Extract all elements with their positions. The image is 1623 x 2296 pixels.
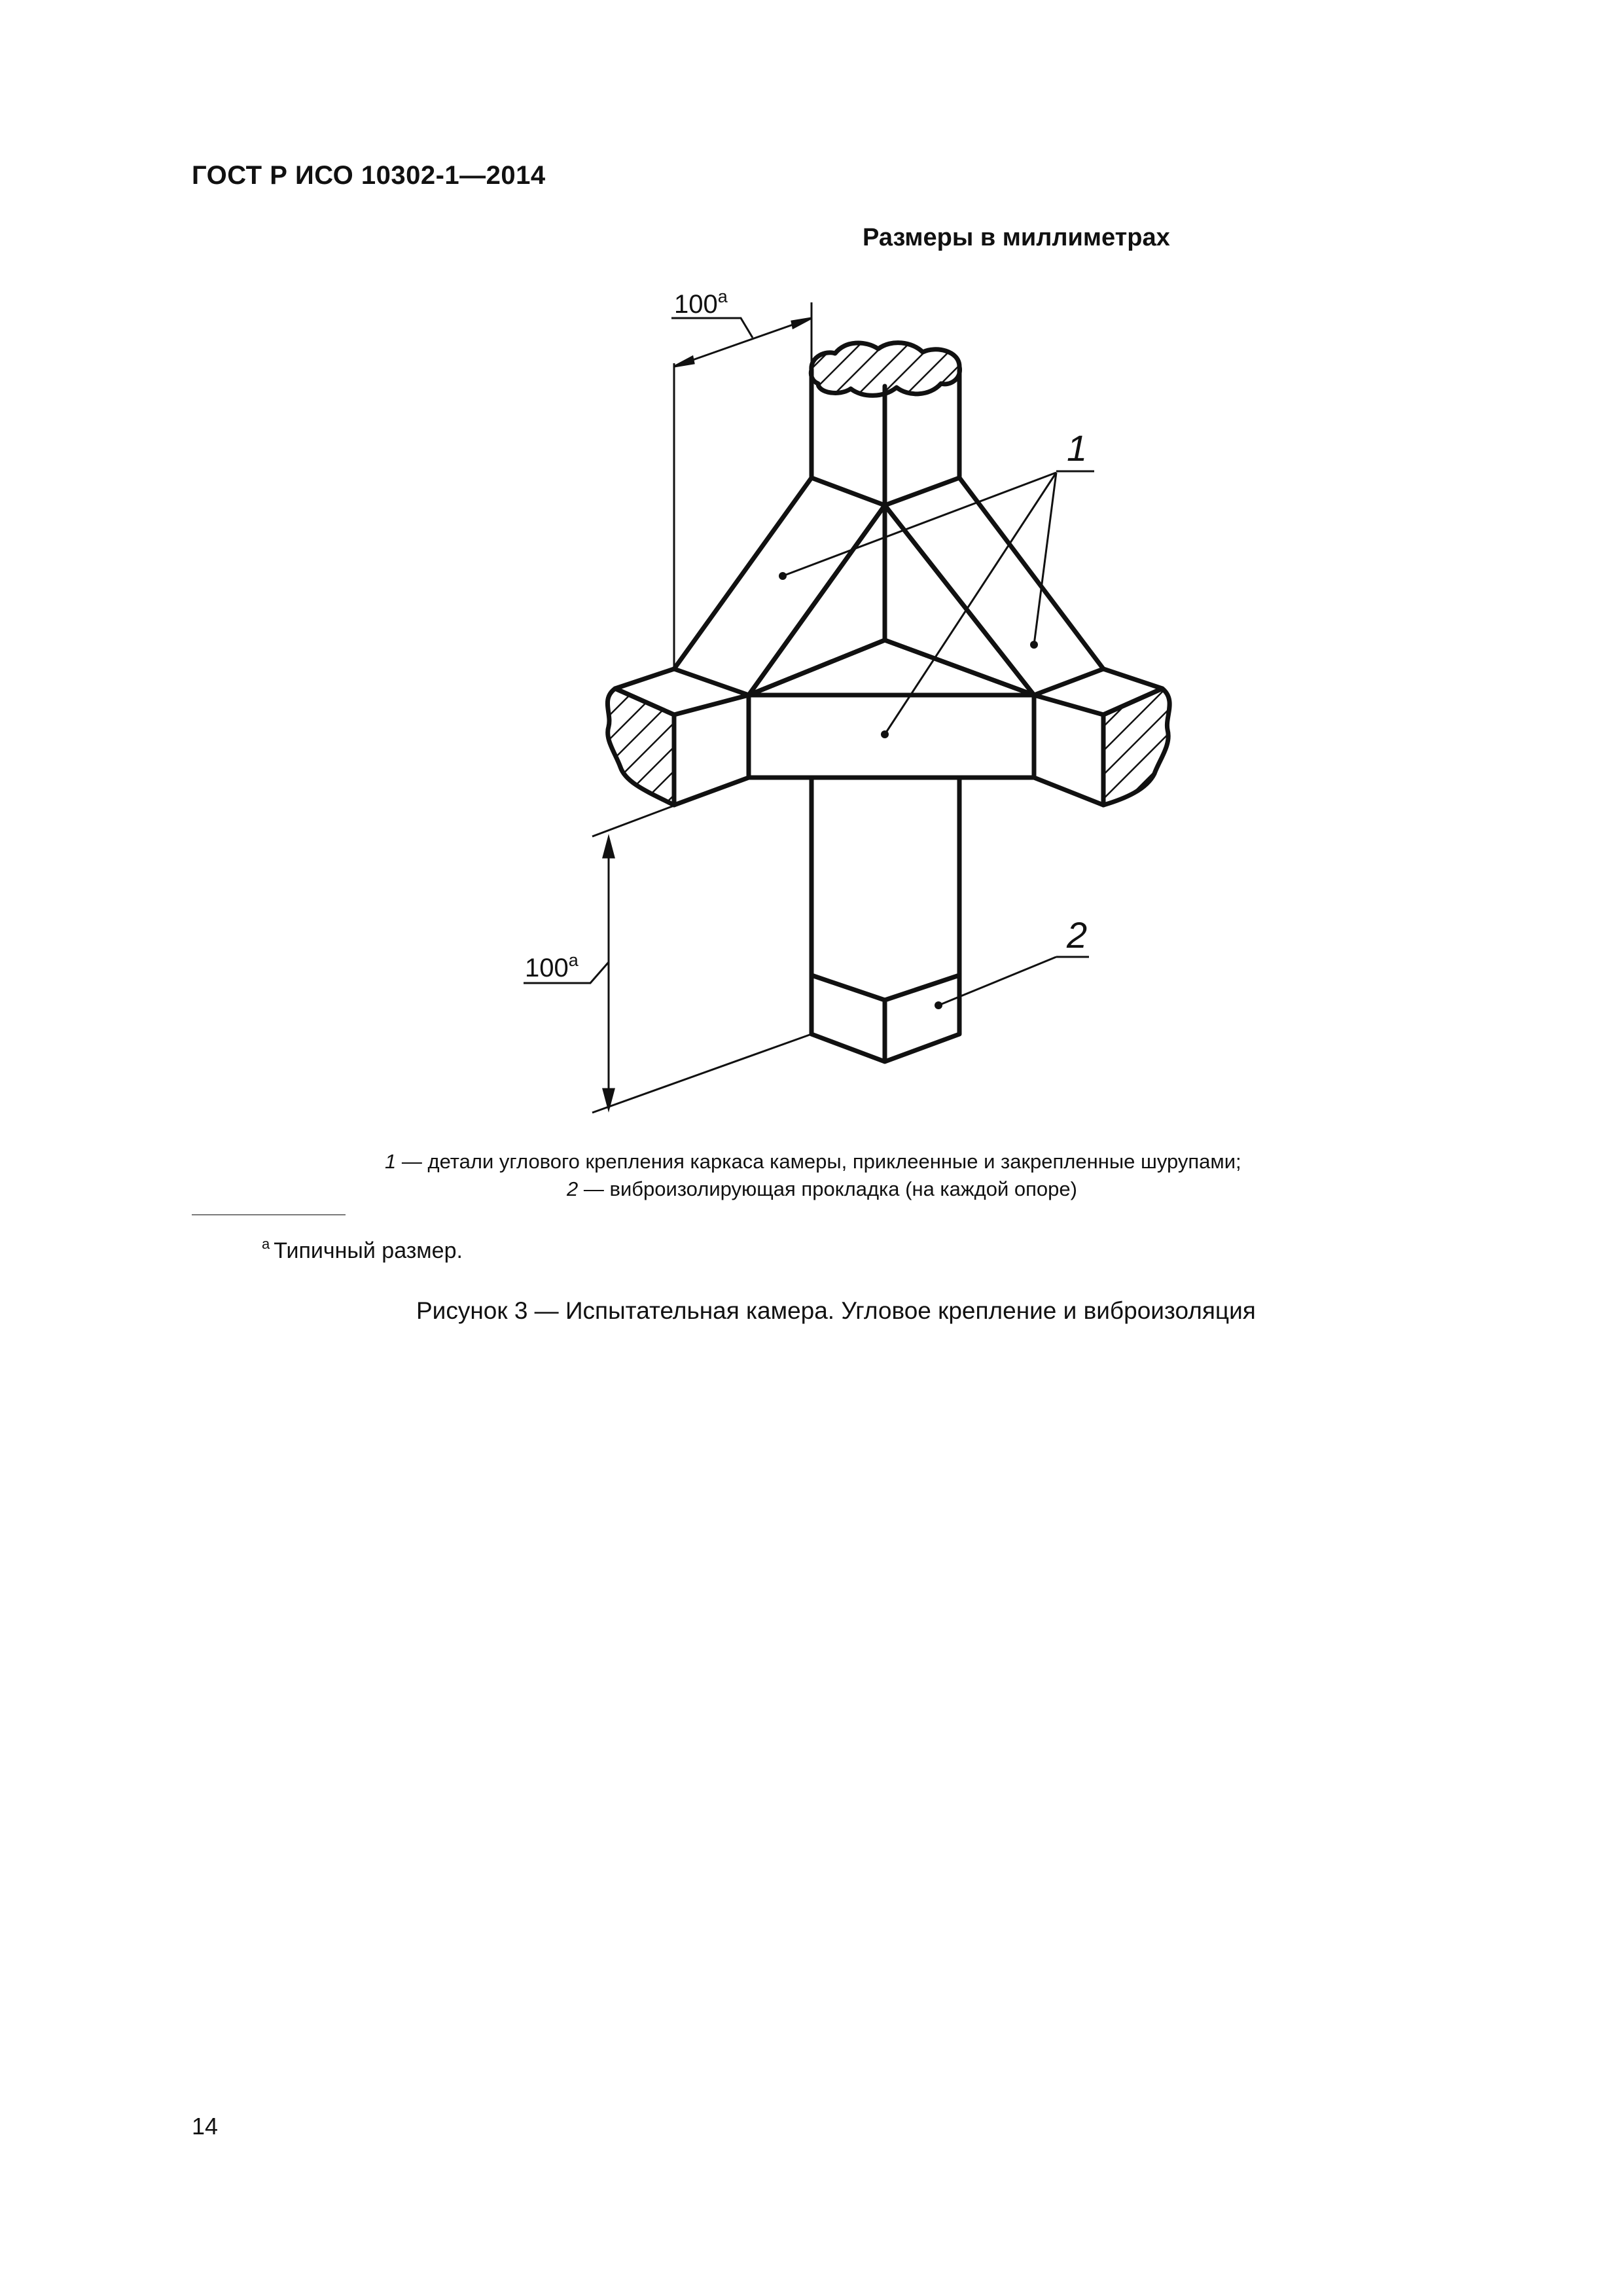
top-dim-line xyxy=(674,318,812,367)
footnote-text: Типичный размер. xyxy=(274,1238,463,1263)
callout-dots xyxy=(779,572,1038,1009)
left-beam-section xyxy=(607,689,674,805)
dimension-value: 100 xyxy=(525,954,569,982)
center-brace-face xyxy=(749,640,1034,695)
center-brace xyxy=(749,505,1034,695)
right-upper-brace xyxy=(885,478,1103,695)
bottom-dim-ext-bottom xyxy=(592,1034,812,1113)
page-number: 14 xyxy=(192,2113,219,2140)
legend-text: — детали углового крепления каркаса камеры, приклеенные и закрепленные шурупами; xyxy=(396,1150,1241,1173)
top-dim-arrow-right xyxy=(792,318,812,328)
isolation-pad xyxy=(812,975,959,1062)
footnote-divider xyxy=(192,1214,346,1215)
right-beam-section xyxy=(1103,689,1169,805)
footnote-mark: а xyxy=(262,1236,270,1252)
legend-text: — виброизолирующая прокладка (на каждой опоре) xyxy=(578,1177,1077,1200)
callout-dot xyxy=(1030,641,1038,649)
legend-key: 1 xyxy=(385,1150,397,1173)
units-note: Размеры в миллиметрах xyxy=(863,224,1170,251)
center-block xyxy=(749,695,1034,778)
top-post-section xyxy=(811,343,959,396)
callout-1-leader-a xyxy=(783,473,1056,576)
callout-dot xyxy=(935,1001,942,1009)
dimension-label-bottom xyxy=(525,950,579,983)
callout-dot xyxy=(779,572,787,580)
left-upper-brace xyxy=(674,478,885,695)
document-header: ГОСТ Р ИСО 10302-1—2014 xyxy=(192,161,546,190)
callout-leaders xyxy=(783,471,1094,1005)
dimension-lines xyxy=(524,302,812,1113)
legend-item xyxy=(567,1175,1077,1203)
footnote xyxy=(262,1236,463,1264)
bottom-dim-arrow-top xyxy=(603,838,614,857)
footnote-marker: а xyxy=(717,287,728,306)
figure-caption: Рисунок 3 — Испытательная камера. Угловое крепление и виброизоляция xyxy=(416,1297,1256,1324)
legend-item xyxy=(385,1148,1241,1175)
dimension-value: 100 xyxy=(674,290,718,319)
callout-dot xyxy=(881,730,889,738)
legend-key: 2 xyxy=(567,1177,579,1200)
callout-1-leader-c xyxy=(1034,473,1056,645)
lower-post xyxy=(812,778,959,975)
dimension-label-top xyxy=(674,287,728,319)
callout-label-2: 2 xyxy=(1067,914,1088,956)
footnote-marker: а xyxy=(568,950,579,970)
top-dim-arrow-left xyxy=(674,357,694,367)
top-dim-leader xyxy=(671,318,753,338)
callout-label-1: 1 xyxy=(1067,427,1088,469)
callout-2-leader xyxy=(938,957,1056,1005)
